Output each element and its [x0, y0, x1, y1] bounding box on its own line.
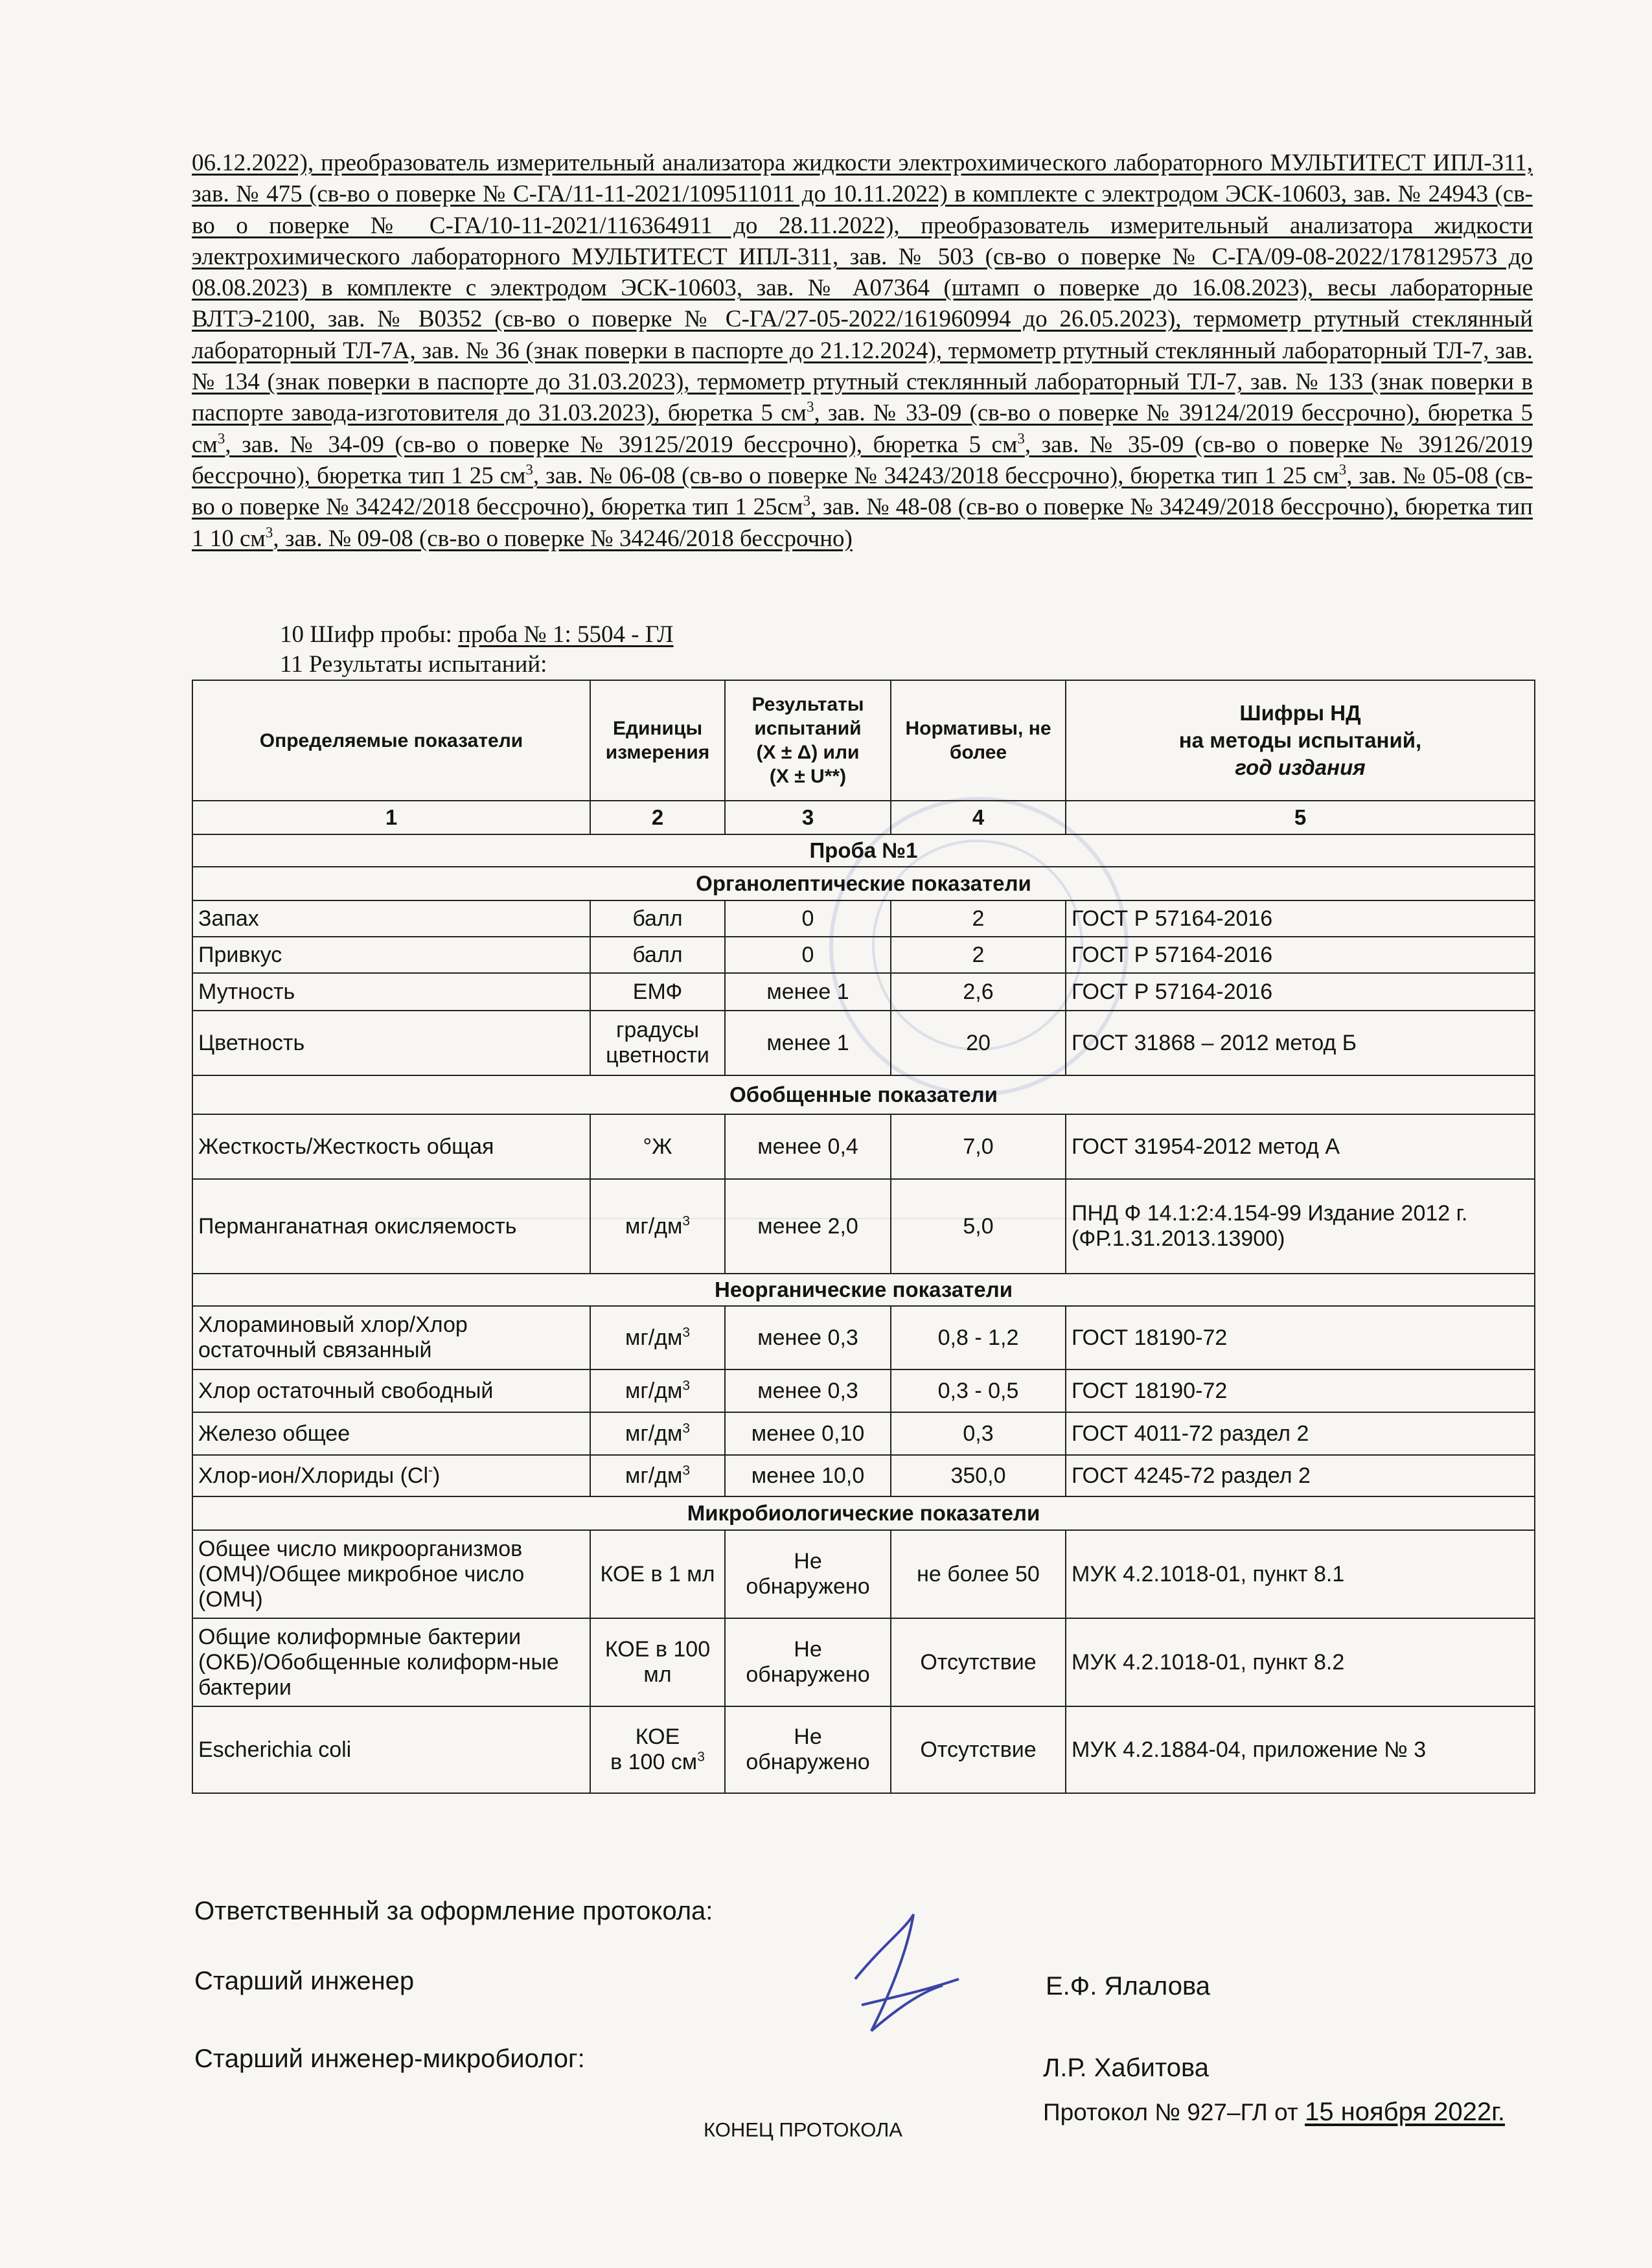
section-title-row: Органолептические показатели — [192, 867, 1535, 900]
role-senior-engineer: Старший инженер — [194, 1967, 415, 1995]
table-row: Хлор остаточный свободный $мг/дм^3$ менее 0,3 0,3 - 0,5 ГОСТ 18190-72 — [192, 1369, 1535, 1412]
protocol-date: 15 ноября 2022г. — [1305, 2098, 1505, 2126]
results-table — [192, 680, 1535, 1794]
table-row: Хлораминовый хлор/Хлор остаточный связанный $мг/дм^3$ менее 0,3 0,8 - 1,2 ГОСТ 18190-72 — [192, 1306, 1535, 1369]
sample-code-label: 10 Шифр пробы: — [280, 621, 459, 648]
equipment-paragraph: 06.12.2022), преобразователь измерительный анализатора жидкости электрохимического лабораторного МУЛЬТИТЕСТ ИПЛ-311, зав. № 475 (св-во о поверке № С-ГА/11-11-2021/109511011 до 10.11.2022) в комплекте с электродом ЭСК-10603, зав. № 24943 (св-во о поверке № С-ГА/10-11-2021/116364911 до 28.11.2022), преобразователь измерительный анализатора жидкости электрохимического лабораторного МУЛЬТИТЕСТ ИПЛ-311, зав. № 503 (св-во о поверке № С-ГА/09-08-2022/178129573 до 08.08.2023) в комплекте с электродом ЭСК-10603, зав. № А07364 (штамп о поверке до 16.08.2023), весы лабораторные ВЛТЭ-2100, зав. № В0352 (св-во о поверке № С-ГА/27-05-2022/161960994 до 26.05.2023), термометр ртутный стеклянный лабораторный ТЛ-7А, зав. № 36 (знак поверки в паспорте до 21.12.2024), термометр ртутный стеклянный лабораторный ТЛ-7, зав. № 134 (знак поверки в паспорте до 31.03.2023), термометр ртутный стеклянный лабораторный ТЛ-7, зав. № 133 (знак поверки в паспорте завода-изготовителя до 31.03.2023), бюретка 5 $см^3$, зав. № 33-09 (св-во о поверке № 39124/2019 бессрочно), бюретка 5 $см^3$, зав. № 34-09 (св-во о поверке № 39125/2019 бессрочно), бюретка 5 $см^3$, зав. № 35-09 (св-во о поверке № 39126/2019 бессрочно), бюретка тип 1 25 $см^3$, зав. № 06-08 (св-во о поверке № 34243/2018 бессрочно), бюретка тип 1 25 $см^3$, зав. № 05-08 (св-во о поверке № 34242/2018 бессрочно), бюретка тип 1 $25см^3$, зав. № 48-08 (св-во о поверке № 34249/2018 бессрочно), бюретка тип 1 10 $см^3$, зав. № 09-08 (св-во о поверке № 34246/2018 бессрочно) — [192, 150, 1533, 552]
sample-code — [280, 621, 674, 648]
column-number-row: 1 2 3 4 5 — [192, 801, 1535, 834]
unit-koe-100cm3: КОЕ в 100 $см^3$ — [590, 1706, 725, 1793]
table-row: Escherichia coli КОЕ в 100 $см^3$ Не обнаружено Отсутствие МУК 4.2.1884-04, приложение № 3 — [192, 1706, 1535, 1793]
chloride-name: Хлор-ион/Хлориды (Cl-) — [192, 1455, 590, 1496]
unit-mg-dm3: $мг/дм^3$ — [590, 1179, 725, 1274]
header-results: Результаты испытаний (X ± Δ) или (X ± U**) — [725, 680, 891, 801]
sample-title-row: Проба №1 — [192, 834, 1535, 867]
results-title: 11 Результаты испытаний: — [280, 651, 547, 678]
section-title-row: Обобщенные показатели — [192, 1075, 1535, 1114]
table-row: Мутность ЕМФ менее 1 2,6 ГОСТ Р 57164-2016 — [192, 973, 1535, 1011]
name-khabitova: Л.Р. Хабитова — [1043, 2054, 1210, 2082]
table-row: Перманганатная окисляемость $мг/дм^3$ менее 2,0 5,0 ПНД Ф 14.1:2:4.154-99 Издание 2012 г. (ФР.1.31.2013.13900) — [192, 1179, 1535, 1274]
header-units: Единицы измерения — [590, 680, 725, 801]
protocol-reference: Протокол № 927–ГЛ от 15 ноября 2022г. — [1043, 2098, 1505, 2126]
header-methods: Шифры НД на методы испытаний, год издания — [1066, 680, 1535, 801]
table-row: Жесткость/Жесткость общая °Ж менее 0,4 7,0 ГОСТ 31954-2012 метод А — [192, 1114, 1535, 1179]
section-title-row: Неорганические показатели — [192, 1274, 1535, 1306]
unit-mg-dm3: $мг/дм^3$ — [590, 1306, 725, 1369]
unit-mg-dm3: $мг/дм^3$ — [590, 1455, 725, 1496]
signature — [810, 1901, 978, 2050]
responsible-label: Ответственный за оформление протокола: — [194, 1897, 713, 1925]
table-header-row — [192, 680, 1535, 801]
table-row: Железо общее $мг/дм^3$ менее 0,10 0,3 ГОСТ 4011-72 раздел 2 — [192, 1412, 1535, 1455]
table-row: Цветность градусы цветности менее 1 20 ГОСТ 31868 – 2012 метод Б — [192, 1011, 1535, 1075]
role-microbiologist: Старший инженер-микробиолог: — [194, 2045, 585, 2073]
table-row: Хлор-ион/Хлориды (Cl-) $мг/дм^3$ менее 10,0 350,0 ГОСТ 4245-72 раздел 2 — [192, 1455, 1535, 1496]
end-of-protocol: КОНЕЦ ПРОТОКОЛА — [704, 2118, 902, 2141]
table-row: Запах балл 0 2 ГОСТ Р 57164-2016 — [192, 900, 1535, 937]
unit-mg-dm3: $мг/дм^3$ — [590, 1369, 725, 1412]
table-row: Общее число микроорганизмов (ОМЧ)/Общее микробное число (ОМЧ) КОЕ в 1 мл Не обнаружено не более 50 МУК 4.2.1018-01, пункт 8.1 — [192, 1530, 1535, 1618]
section-title-row: Микробиологические показатели — [192, 1496, 1535, 1530]
sample-code-value: проба № 1: 5504 - ГЛ — [458, 621, 674, 648]
header-indicator: Определяемые показатели — [192, 680, 590, 801]
table-row: Общие колиформные бактерии (ОКБ)/Обобщенные колиформ-ные бактерии КОЕ в 100 мл Не обнаружено Отсутствие МУК 4.2.1018-01, пункт 8.2 — [192, 1618, 1535, 1706]
unit-mg-dm3: $мг/дм^3$ — [590, 1412, 725, 1455]
table-row: Привкус балл 0 2 ГОСТ Р 57164-2016 — [192, 937, 1535, 973]
header-norms: Нормативы, не более — [891, 680, 1066, 801]
name-yalalova: Е.Ф. Ялалова — [1046, 1972, 1210, 2000]
